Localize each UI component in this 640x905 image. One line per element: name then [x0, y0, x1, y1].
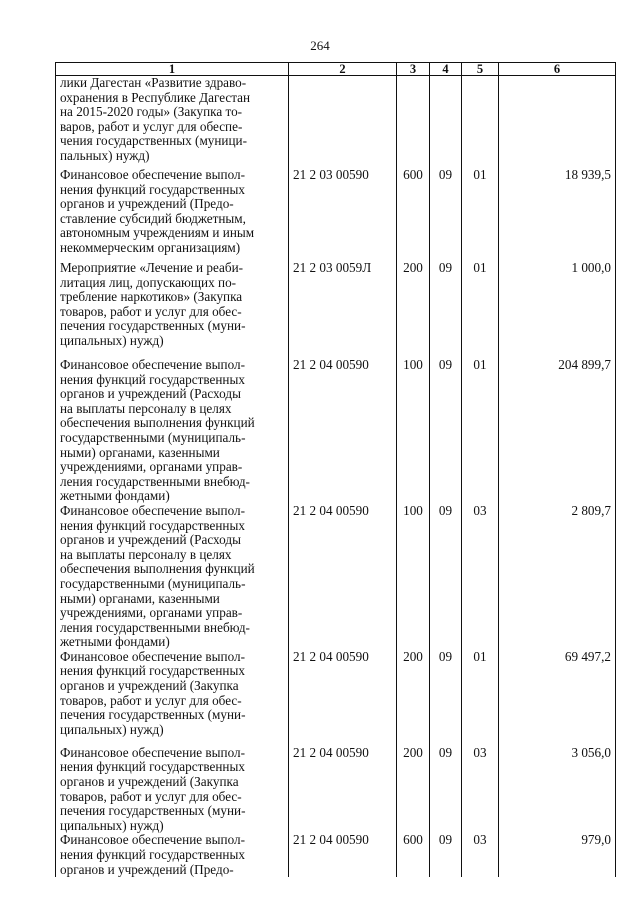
expense-name-line: органов и учреждений (Расходы [60, 532, 241, 548]
section-cell: 09 [430, 358, 462, 504]
expense-name-line: товаров, работ и услуг для обес- [60, 303, 242, 319]
expense-name-line: нения функций государственных [60, 181, 245, 197]
expense-name-line: ставление субсидий бюджетным, [60, 210, 246, 226]
expense-name-line: Финансовое обеспечение выпол- [60, 832, 245, 848]
expense-name-line: Финансовое обеспечение выпол- [60, 648, 245, 664]
table-row [56, 650, 616, 746]
amount-cell: 69 497,2 [499, 650, 616, 746]
subsection-cell: 03 [462, 746, 499, 834]
table-row [56, 504, 616, 650]
expense-name-line: ными) органами, казенными [60, 444, 220, 460]
classification-code-cell: 21 2 03 00590 [289, 168, 397, 261]
expense-name-cell [56, 261, 289, 358]
table-row [56, 168, 616, 261]
classification-code-cell: 21 2 04 00590 [289, 746, 397, 834]
classification-code-cell [289, 76, 397, 169]
expense-name-line: нения функций государственных [60, 371, 245, 387]
section-cell: 09 [430, 746, 462, 834]
section-cell [430, 76, 462, 169]
expense-name-line: некоммерческим организациям) [60, 239, 241, 255]
expense-name-line: учреждениями, органами управ- [60, 459, 243, 475]
expense-name-line: литация лиц, допускающих по- [60, 274, 237, 290]
expense-name-cell [56, 650, 289, 746]
section-cell: 09 [430, 168, 462, 261]
subsection-cell: 01 [462, 650, 499, 746]
expense-name-line: на выплаты персоналу в целях [60, 546, 232, 562]
amount-cell: 1 000,0 [499, 261, 616, 358]
subsection-cell: 03 [462, 833, 499, 877]
expense-name-line: Мероприятие «Лечение и реаби- [60, 260, 244, 275]
expense-name-cell [56, 168, 289, 261]
column-header-3: 3 [397, 63, 430, 76]
table-row [56, 76, 616, 169]
expense-name-line: печения государственных (муни- [60, 803, 246, 819]
amount-cell [499, 76, 616, 169]
expense-name-line: органов и учреждений (Закупка [60, 774, 239, 790]
amount-cell: 2 809,7 [499, 504, 616, 650]
expense-name-cell [56, 504, 289, 650]
page-number: 264 [310, 38, 330, 53]
expense-type-cell: 100 [397, 358, 430, 504]
expense-name-line: обеспечения выполнения функций [60, 561, 255, 577]
amount-cell: 204 899,7 [499, 358, 616, 504]
subsection-cell: 01 [462, 168, 499, 261]
expense-type-cell: 200 [397, 261, 430, 358]
expense-type-cell: 200 [397, 746, 430, 834]
expense-name-line: товаров, работ и услуг для обес- [60, 788, 242, 804]
expense-name-line: печения государственных (муни- [60, 707, 246, 723]
subsection-cell: 03 [462, 504, 499, 650]
expense-name-line: нения функций государственных [60, 847, 245, 863]
expense-name-line: органов и учреждений (Закупка [60, 678, 239, 694]
expense-name-line: автономным учреждениям и иным [60, 225, 255, 241]
expense-name-line: ными) органами, казенными [60, 590, 220, 606]
expense-name-line: варов, работ и услуг для обеспе- [60, 118, 243, 134]
section-cell: 09 [430, 833, 462, 877]
table-header [56, 63, 616, 76]
expense-name-line: чения государственных (муници- [60, 133, 248, 149]
budget-table [55, 62, 616, 877]
expense-name-line: лики Дагестан «Развитие здраво- [60, 75, 247, 90]
table-body [56, 76, 616, 878]
expense-name-line: ципальных) нужд) [60, 817, 164, 833]
expense-name-line: пальных) нужд) [60, 147, 150, 163]
classification-code-cell: 21 2 03 0059Л [289, 261, 397, 358]
expense-name-line: обеспечения выполнения функций [60, 415, 255, 431]
classification-code-cell: 21 2 04 00590 [289, 650, 397, 746]
expense-name-cell [56, 746, 289, 834]
amount-cell: 979,0 [499, 833, 616, 877]
expense-name-line: нения функций государственных [60, 759, 245, 775]
column-header-2: 2 [289, 63, 397, 76]
table-row [56, 746, 616, 834]
expense-name-line: государственными (муниципаль- [60, 575, 246, 591]
table-row [56, 833, 616, 877]
amount-cell: 3 056,0 [499, 746, 616, 834]
expense-name-line: товаров, работ и услуг для обес- [60, 692, 242, 708]
expense-type-cell: 200 [397, 650, 430, 746]
expense-name-line: нения функций государственных [60, 663, 245, 679]
expense-name-line: государственными (муниципаль- [60, 429, 246, 445]
expense-name-line: органов и учреждений (Предо- [60, 861, 234, 877]
expense-name-line: нения функций государственных [60, 517, 245, 533]
expense-name-line: Финансовое обеспечение выпол- [60, 744, 245, 760]
table-row [56, 261, 616, 358]
expense-name-line: жетными фондами) [60, 488, 170, 504]
expense-name-line: Финансовое обеспечение выпол- [60, 167, 245, 182]
expense-name-line: печения государственных (муни- [60, 318, 246, 334]
expense-name-cell [56, 76, 289, 169]
column-header-6: 6 [499, 63, 616, 76]
expense-name-line: охранения в Республике Дагестан [60, 89, 251, 105]
subsection-cell: 01 [462, 261, 499, 358]
expense-name-line: требление наркотиков» (Закупка [60, 289, 243, 305]
section-cell: 09 [430, 504, 462, 650]
expense-name-line: на 2015-2020 годы» (Закупка то- [60, 104, 243, 120]
expense-type-cell: 600 [397, 168, 430, 261]
expense-name-line: органов и учреждений (Расходы [60, 386, 241, 402]
table-row [56, 358, 616, 504]
classification-code-cell: 21 2 04 00590 [289, 358, 397, 504]
subsection-cell: 01 [462, 358, 499, 504]
expense-name-line: жетными фондами) [60, 634, 170, 650]
expense-type-cell [397, 76, 430, 169]
expense-name-line: Финансовое обеспечение выпол- [60, 502, 245, 518]
expense-name-line: ления государственными внебюд- [60, 473, 250, 489]
expense-name-line: органов и учреждений (Предо- [60, 196, 234, 212]
classification-code-cell: 21 2 04 00590 [289, 504, 397, 650]
expense-type-cell: 100 [397, 504, 430, 650]
expense-name-line: ципальных) нужд) [60, 332, 164, 348]
section-cell: 09 [430, 261, 462, 358]
expense-name-cell [56, 833, 289, 877]
column-header-5: 5 [462, 63, 499, 76]
expense-name-line: ления государственными внебюд- [60, 619, 250, 635]
column-header-1: 1 [56, 63, 289, 76]
expense-name-cell [56, 358, 289, 504]
column-header-4: 4 [430, 63, 462, 76]
section-cell: 09 [430, 650, 462, 746]
classification-code-cell: 21 2 04 00590 [289, 833, 397, 877]
amount-cell: 18 939,5 [499, 168, 616, 261]
expense-name-line: на выплаты персоналу в целях [60, 400, 232, 416]
expense-name-line: Финансовое обеспечение выпол- [60, 357, 245, 372]
expense-type-cell: 600 [397, 833, 430, 877]
expense-name-line: ципальных) нужд) [60, 721, 164, 737]
subsection-cell [462, 76, 499, 169]
expense-name-line: учреждениями, органами управ- [60, 605, 243, 621]
